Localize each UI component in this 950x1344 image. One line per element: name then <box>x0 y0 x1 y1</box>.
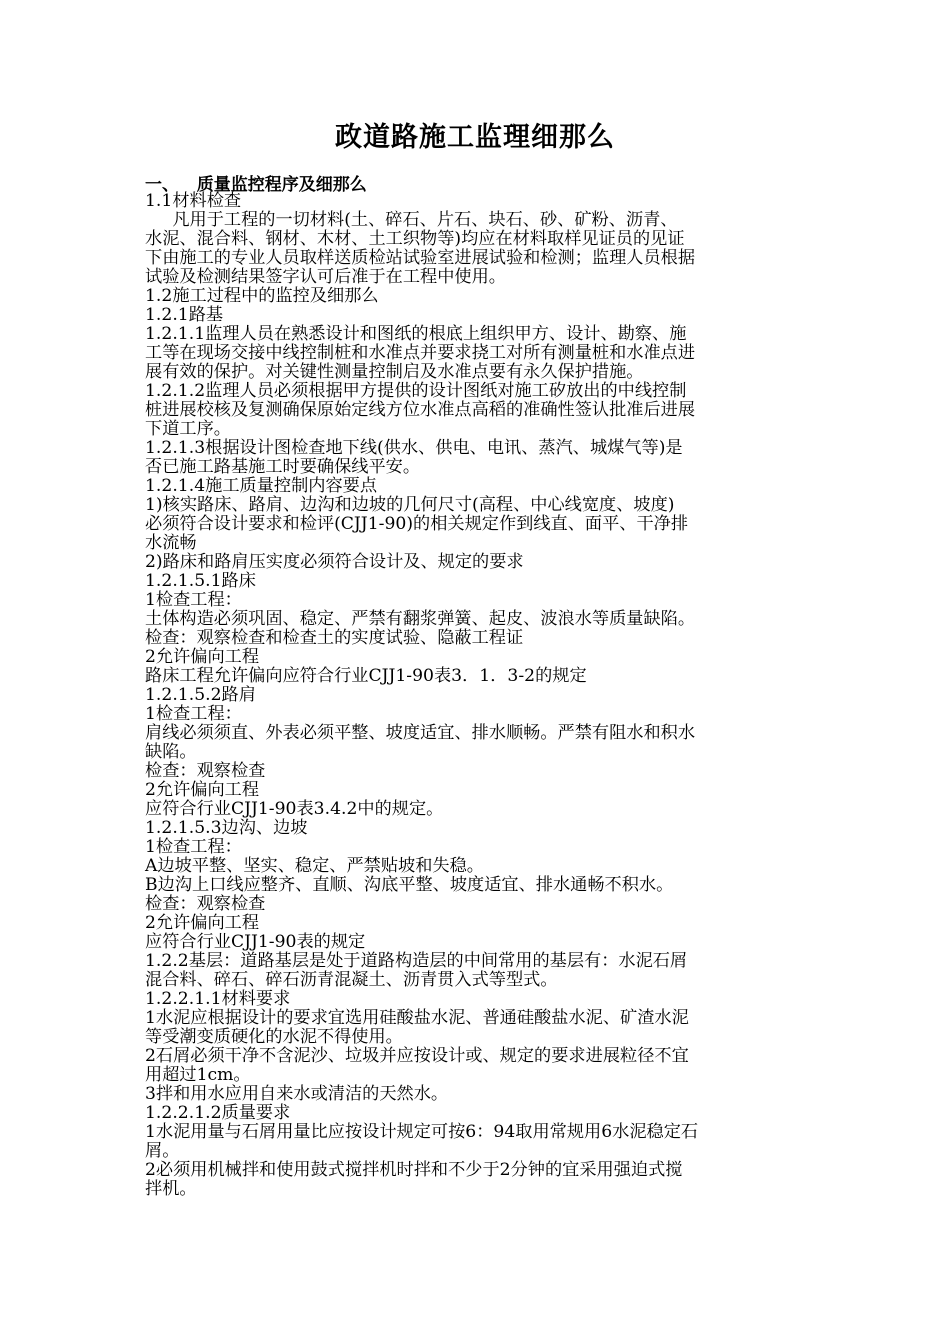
text-line: 1.2.1.4施工质量控制内容要点 <box>145 476 378 496</box>
text-line: 水泥、混合料、钢材、木材、土工织物等)均应在材料取样见证员的见证 <box>145 229 685 249</box>
text-line: 1.2.1.5.1路床 <box>145 571 256 591</box>
text-line: 下道工序。 <box>145 419 231 439</box>
text-line: 1.2.1.1监理人员在熟悉设计和图纸的根底上组织甲方、设计、勘察、施 <box>145 324 687 344</box>
text-line: 检查：观察检查 <box>145 894 266 914</box>
text-line: 1检查工程： <box>145 704 242 724</box>
text-line: A边坡平整、坚实、稳定、严禁贴坡和失稳。 <box>145 856 484 876</box>
text-line: 试验及检测结果签字认可后准于在工程中使用。 <box>145 267 506 287</box>
text-line: 等受潮变质硬化的水泥不得使用。 <box>145 1027 403 1047</box>
text-line: 缺陷。 <box>145 742 197 762</box>
text-line: 2)路床和路肩压实度必须符合设计及、规定的要求 <box>145 552 524 572</box>
text-line: 应符合行业CJJ1-90表3.4.2中的规定。 <box>145 799 444 819</box>
text-line: 检查：观察检查 <box>145 761 266 781</box>
text-line: 3拌和用水应用自来水或清洁的天然水。 <box>145 1084 449 1104</box>
text-line: 1.2.2基层：道路基层是处于道路构造层的中间常用的基层有：水泥石屑 <box>145 951 688 971</box>
text-line: 屑。 <box>145 1141 180 1161</box>
text-line: B边沟上口线应整齐、直顺、沟底平整、坡度适宜、排水通畅不积水。 <box>145 875 674 895</box>
text-line: 工等在现场交接中线控制桩和水准点并要求挠工对所有测量桩和水准点进 <box>145 343 696 363</box>
text-line: 土体构造必须巩固、稳定、严禁有翻浆弹簧、起皮、波浪水等质量缺陷。 <box>145 609 696 629</box>
text-line: 应符合行业CJJ1-90表的规定 <box>145 932 366 952</box>
text-line: 1.2.1.5.2路肩 <box>145 685 256 705</box>
text-line: 2必须用机械拌和使用鼓式搅拌机时拌和不少于2分钟的宜采用强迫式搅 <box>145 1160 683 1180</box>
text-line: 用超过1cm。 <box>145 1065 251 1085</box>
text-line: 2允许偏向工程 <box>145 780 260 800</box>
text-line: 1.1材料检查 <box>145 191 242 211</box>
text-line: 水流畅 <box>145 533 197 553</box>
text-line: 2石屑必须干净不含泥沙、垃圾并应按设计或、规定的要求进展粒径不宜 <box>145 1046 689 1066</box>
section-heading: 一、 质量监控程序及细那么 <box>145 175 367 195</box>
text-line: 1.2.2.1.2质量要求 <box>145 1103 291 1123</box>
text-line: 展有效的保护。对关键性测量控制启及水准点要有永久保护措施。 <box>145 362 644 382</box>
text-line: 1检查工程： <box>145 590 242 610</box>
text-line: 1)核实路床、路肩、边沟和边坡的几何尺寸(高程、中心线宽度、坡度) <box>145 495 675 515</box>
text-line: 1.2.1.3根据设计图检查地下线(供水、供电、电讯、蒸汽、城煤气等)是 <box>145 438 683 458</box>
text-line: 检查：观察检查和检查土的实度试验、隐蔽工程证 <box>145 628 524 648</box>
text-line: 1水泥用量与石屑用量比应按设计规定可按6：94取用常规用6水泥稳定石 <box>145 1122 699 1142</box>
text-line: 混合料、碎石、碎石沥青混凝土、沥青贯入式等型式。 <box>145 970 558 990</box>
document-title: 政道路施工监理细那么 <box>335 122 615 153</box>
text-line: 1.2.2.1.1材料要求 <box>145 989 291 1009</box>
text-line: 凡用于工程的一切材料(土、碎石、片石、块石、砂、矿粉、沥青、 <box>145 210 678 230</box>
text-line: 2允许偏向工程 <box>145 647 260 667</box>
text-line: 拌机。 <box>145 1179 197 1199</box>
document-body <box>145 192 815 1199</box>
text-line: 必须符合设计要求和检评(CJJ1-90)的相关规定作到线直、面平、干净排 <box>145 514 689 534</box>
text-line: 桩进展校核及复测确保原始定线方位水准点高稻的准确性签认批准后进展 <box>145 400 696 420</box>
text-line: 1.2.1.2监理人员必须根据甲方提供的设计图纸对施工矽放出的中线控制 <box>145 381 687 401</box>
text-line: 2允许偏向工程 <box>145 913 260 933</box>
text-line: 1.2.1路基 <box>145 305 224 325</box>
text-line: 1.2施工过程中的监控及细那么 <box>145 286 379 306</box>
text-line: 路床工程允许偏向应符合行业CJJ1-90表3．1．3-2的规定 <box>145 666 587 686</box>
text-line: 否已施工路基施工时要确保线平安。 <box>145 457 421 477</box>
text-line: 1检查工程： <box>145 837 242 857</box>
text-line: 1水泥应根据设计的要求宜选用硅酸盐水泥、普通硅酸盐水泥、矿渣水泥 <box>145 1008 689 1028</box>
text-line: 下由施工的专业人员取样送质检站试验室进展试验和检测；监理人员根据 <box>145 248 696 268</box>
text-line: 1.2.1.5.3边沟、边坡 <box>145 818 308 838</box>
text-line: 肩线必须须直、外表必须平整、坡度适宜、排水顺畅。严禁有阻水和积水 <box>145 723 696 743</box>
